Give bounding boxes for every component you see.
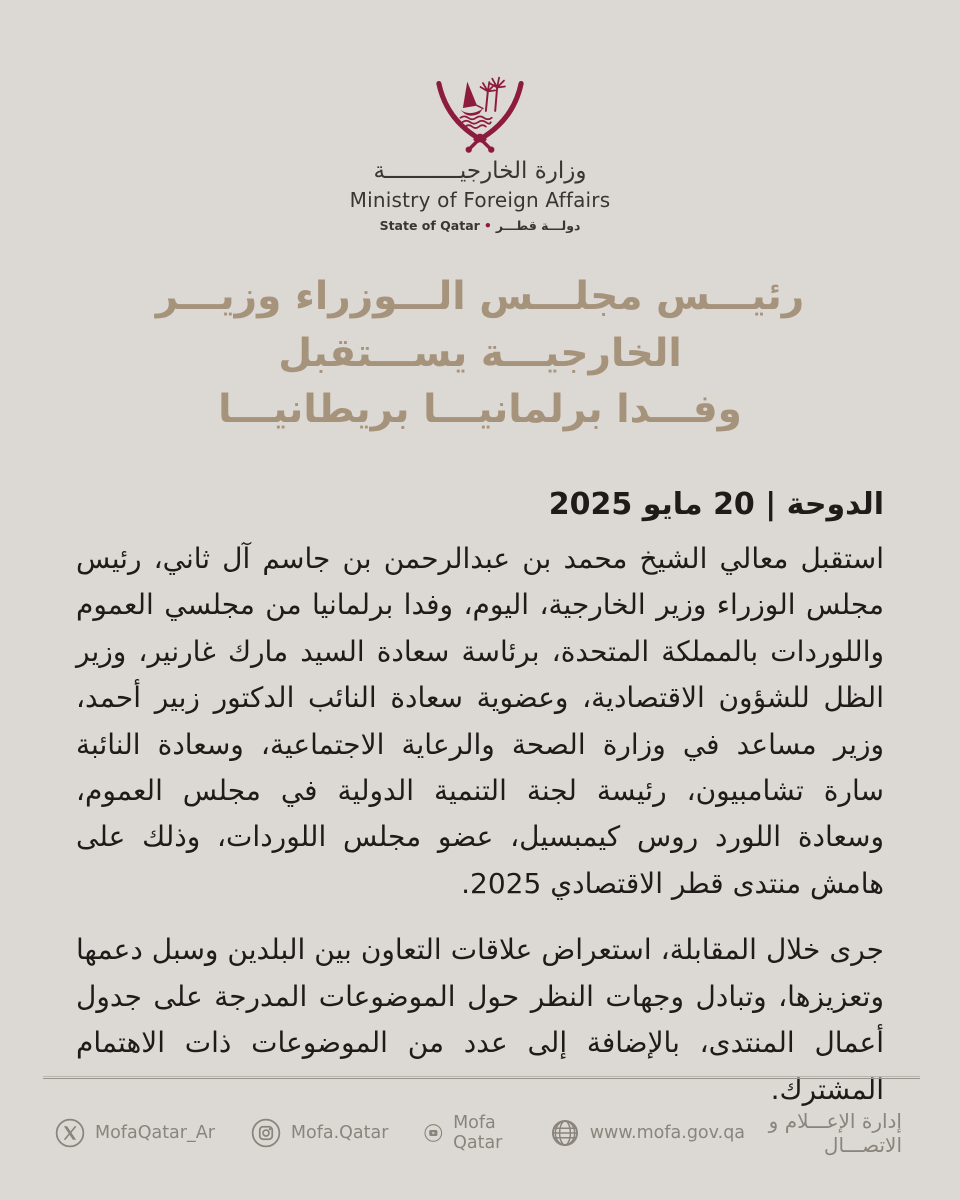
- youtube-handle: [424, 1113, 513, 1153]
- state-of-qatar-arabic: دولـــة قطـــر: [495, 218, 581, 233]
- x-handle: [55, 1118, 215, 1148]
- body-paragraph-1: استقبل معالي الشيخ محمد بن عبدالرحمن بن جاسم آل ثاني، رئيس مجلس الوزراء وزير الخارجية، اليوم، وفدا برلمانيا من مجلسي العموم واللوردات بالمملكة المتحدة، برئاسة سعادة السيد مارك غارنير، وزير الظل للشؤون الاقتصادية، وعضوية سعادة النائب الدكتور زبير أحمد، وزير مساعد في وزارة الصحة والرعاية الاجتماعية، وسعادة النائبة سارة تشامبيون، رئيسة لجنة التنمية الدولية في مجلس العموم، وسعادة اللورد روس كيمبسيل، عضو مجلس اللوردات، وذلك على هامش منتدى قطر الاقتصادي 2025.: [76, 541, 884, 900]
- department-name: إدارة الإعـــلام و الاتصـــال: [768, 1109, 902, 1157]
- website-link: [550, 1118, 745, 1148]
- mofa-header: [0, 0, 960, 233]
- state-of-qatar-english: State of Qatar: [379, 218, 480, 233]
- press-release-title: [70, 269, 890, 439]
- instagram-handle-label: Mofa.Qatar: [290, 1123, 389, 1143]
- youtube-handle-label: Mofa Qatar: [453, 1113, 503, 1153]
- instagram-icon: [251, 1118, 281, 1148]
- state-of-qatar-line: [0, 218, 960, 233]
- ministry-name-arabic: وزارة الخارجيـــــــــــة: [373, 158, 587, 184]
- footer: [55, 1110, 902, 1156]
- article-body: [0, 487, 960, 1114]
- title-line-2: وفـــدا برلمانيـــا بريطانيـــا: [218, 387, 742, 433]
- website-link-label: www.mofa.gov.qa: [589, 1123, 746, 1143]
- x-handle-label: MofaQatar_Ar: [95, 1123, 215, 1143]
- title-line-1: رئيـــس مجلـــس الـــوزراء وزيـــر الخارجيـــة يســـتقبل: [155, 274, 805, 376]
- social-links: [55, 1113, 745, 1153]
- separator-dot: •: [483, 218, 492, 233]
- dateline: الدوحة | 20 مايو 2025: [548, 486, 884, 522]
- globe-icon: [550, 1118, 580, 1148]
- ministry-name-english: Ministry of Foreign Affairs: [349, 188, 611, 212]
- youtube-icon: [424, 1118, 443, 1148]
- footer-divider: [43, 1076, 920, 1079]
- x-icon: [55, 1118, 85, 1148]
- body-paragraph-2: جرى خلال المقابلة، استعراض علاقات التعاون بين البلدين وسبل دعمها وتعزيزها، وتبادل وجهات النظر حول الموضوعات المدرجة على جدول أعمال المنتدى، بالإضافة إلى عدد من الموضوعات ذات الاهتمام المشترك.: [76, 933, 884, 1106]
- instagram-handle: [251, 1118, 389, 1148]
- qatar-mofa-emblem-icon: [421, 62, 539, 156]
